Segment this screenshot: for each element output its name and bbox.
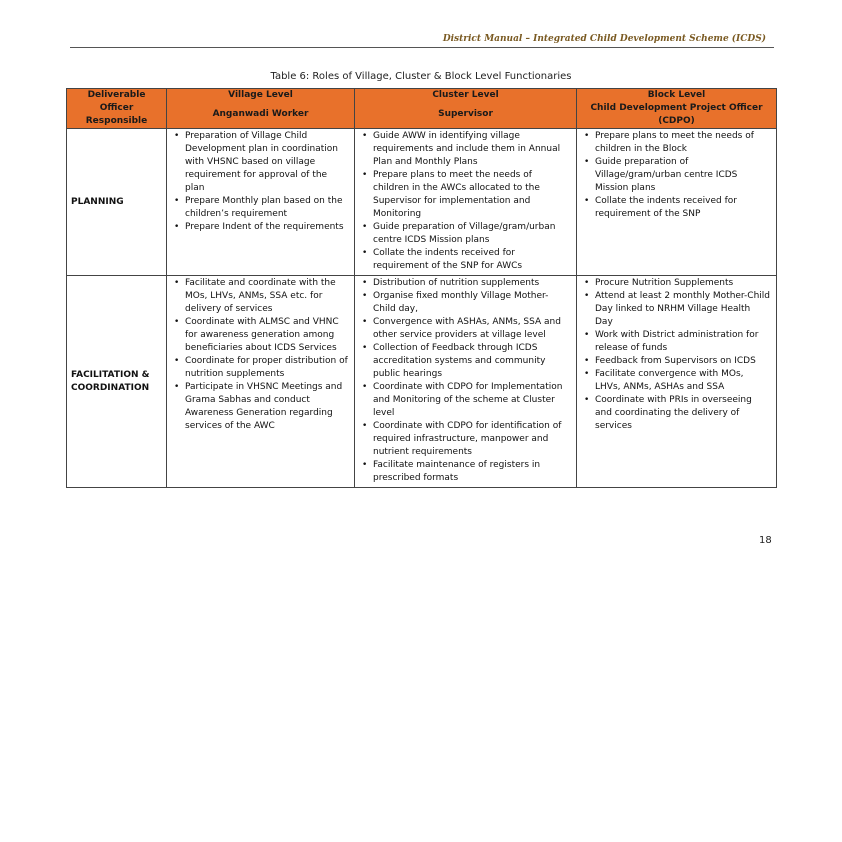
table-row-planning (67, 129, 777, 276)
roles-table (66, 88, 777, 488)
list-item: • Coordinate with ALMSC and VHNC for awareness generation among beneficiaries about ICDS Services (171, 316, 348, 355)
col-header-deliverable-line2: Officer (99, 103, 134, 113)
row-label-planning: PLANNING (67, 129, 167, 276)
list-item: • Coordinate with CDPO for identification of required infrastructure, manpower and nutrient requirements (359, 420, 570, 459)
header-divider (70, 47, 774, 48)
col-header-block-abbr: (CDPO) (658, 116, 695, 126)
facilitation-block-cell (577, 276, 777, 488)
list-item: • Coordinate with CDPO for Implementation and Monitoring of the scheme at Cluster level (359, 381, 570, 420)
planning-block-cell (577, 129, 777, 276)
planning-block-list (577, 129, 776, 223)
col-header-cluster-level: Cluster Level (432, 90, 499, 100)
planning-cluster-list (355, 129, 576, 275)
list-item: • Collate the indents received for requirement of the SNP (581, 195, 770, 221)
list-item: • Attend at least 2 monthly Mother-Child Day linked to NRHM Village Health Day (581, 290, 770, 329)
list-item: • Prepare plans to meet the needs of children in the AWCs allocated to the Supervisor for implementation and Monitoring (359, 169, 570, 221)
col-header-block (577, 89, 777, 129)
list-item: • Prepare Indent of the requirements (171, 221, 348, 234)
facilitation-cluster-cell (355, 276, 577, 488)
list-item: • Feedback from Supervisors on ICDS (581, 355, 770, 368)
list-item: • Coordinate for proper distribution of nutrition supplements (171, 355, 348, 381)
list-item: • Distribution of nutrition supplements (359, 277, 570, 290)
list-item: • Facilitate and coordinate with the MOs, LHVs, ANMs, SSA etc. for delivery of services (171, 277, 348, 316)
col-header-deliverable-line1: Deliverable (87, 90, 146, 100)
col-header-cluster-role: Supervisor (438, 109, 493, 119)
running-header: District Manual – Integrated Child Development Scheme (ICDS) (442, 34, 766, 44)
planning-cluster-cell (355, 129, 577, 276)
list-item: • Facilitate maintenance of registers in prescribed formats (359, 459, 570, 485)
col-header-cluster (355, 89, 577, 129)
list-item: • Prepare plans to meet the needs of children in the Block (581, 130, 770, 156)
facilitation-village-list (167, 276, 354, 435)
col-header-block-level: Block Level (647, 90, 706, 100)
list-item: • Collate the indents received for requirement of the SNP for AWCs (359, 247, 570, 273)
table-caption: Table 6: Roles of Village, Cluster & Block Level Functionaries (270, 71, 572, 82)
list-item: • Facilitate convergence with MOs, LHVs, ANMs, ASHAs and SSA (581, 368, 770, 394)
list-item: • Participate in VHSNC Meetings and Grama Sabhas and conduct Awareness Generation regarding services of the AWC (171, 381, 348, 433)
list-item: • Preparation of Village Child Development plan in coordination with VHSNC based on village requirement for approval of the plan (171, 130, 348, 195)
list-item: • Convergence with ASHAs, ANMs, SSA and other service providers at village level (359, 316, 570, 342)
row-label-facilitation: FACILITATION & COORDINATION (67, 276, 167, 488)
facilitation-cluster-list (355, 276, 576, 487)
facilitation-village-cell (167, 276, 355, 488)
list-item: • Organise fixed monthly Village Mother-Child day, (359, 290, 570, 316)
col-header-block-role: Child Development Project Officer (590, 103, 763, 113)
col-header-village (167, 89, 355, 129)
list-item: • Procure Nutrition Supplements (581, 277, 770, 290)
list-item: • Work with District administration for release of funds (581, 329, 770, 355)
list-item: • Guide preparation of Village/gram/urban centre ICDS Mission plans (359, 221, 570, 247)
col-header-village-level: Village Level (228, 90, 293, 100)
col-header-deliverable (67, 89, 167, 129)
col-header-deliverable-line3: Responsible (85, 116, 148, 126)
table-header-row (67, 89, 777, 129)
table-row-facilitation (67, 276, 777, 488)
col-header-village-role: Anganwadi Worker (212, 109, 309, 119)
list-item: • Coordinate with PRIs in overseeing and coordinating the delivery of services (581, 394, 770, 433)
list-item: • Prepare Monthly plan based on the children’s requirement (171, 195, 348, 221)
list-item: • Guide AWW in identifying village requirements and include them in Annual Plan and Monthly Plans (359, 130, 570, 169)
planning-village-list (167, 129, 354, 236)
list-item: • Collection of Feedback through ICDS accreditation systems and community public hearings (359, 342, 570, 381)
facilitation-block-list (577, 276, 776, 435)
page-number: 18 (759, 535, 772, 546)
list-item: • Guide preparation of Village/gram/urban centre ICDS Mission plans (581, 156, 770, 195)
planning-village-cell (167, 129, 355, 276)
